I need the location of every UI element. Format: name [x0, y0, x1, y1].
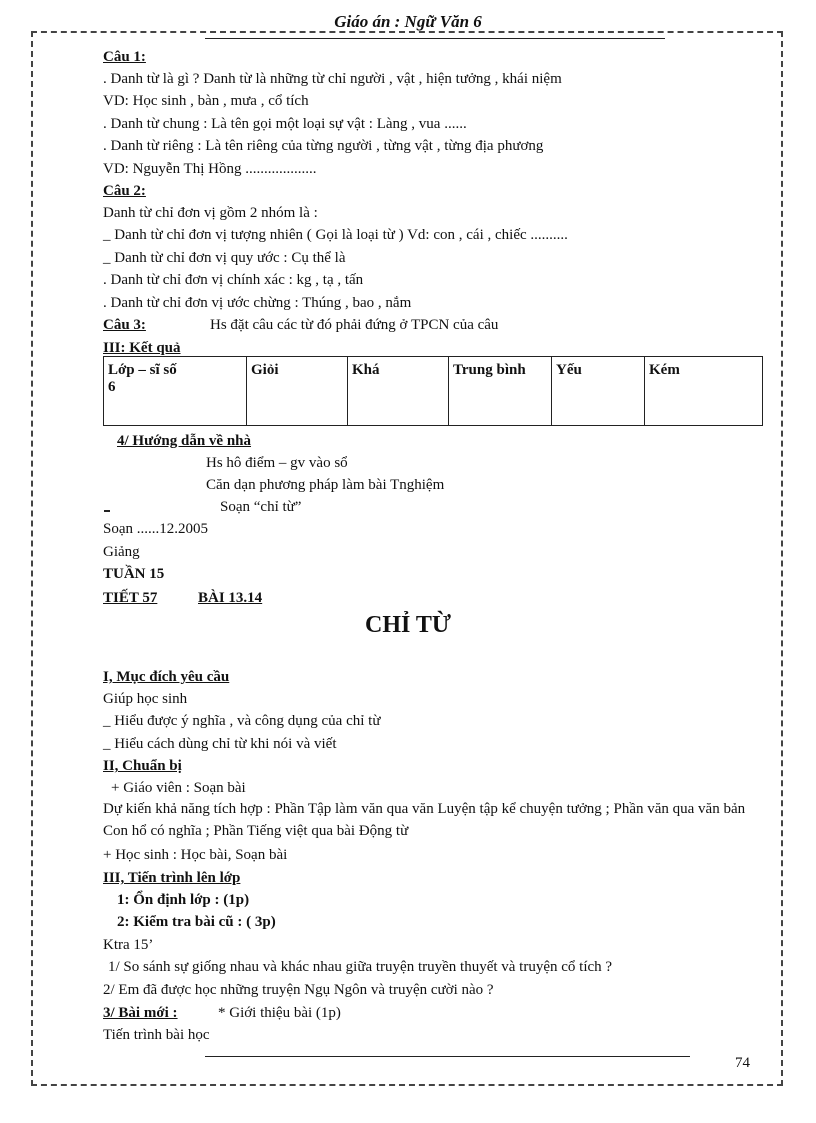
- cell-kem: Kém: [645, 357, 763, 426]
- lesson-process: Tiến trình bài học: [103, 1027, 210, 1043]
- homework-line-2: Căn dạn phương pháp làm bài Tnghiệm: [206, 477, 445, 493]
- part1-line-2: _ Hiểu được ý nghĩa , và công dụng của chỉ từ: [103, 713, 381, 729]
- lesson-number: BÀI 13.14: [198, 590, 263, 606]
- cell-class-size: [104, 357, 247, 426]
- cell-trung-binh: Trung bình: [449, 357, 552, 426]
- part2-student: + Học sinh : Học bài, Soạn bài: [103, 847, 288, 863]
- giang-label: Giảng: [103, 544, 140, 560]
- part1-line-3: _ Hiểu cách dùng chỉ từ khi nói và viết: [103, 736, 337, 752]
- q1-line-4: . Danh từ riêng : Là tên riêng của từng người , từng vật , từng địa phương: [103, 138, 544, 154]
- footer-rule: [205, 1056, 690, 1057]
- q2-line-4: . Danh từ chỉ đơn vị chính xác : kg , tạ , tấn: [103, 272, 364, 288]
- q1-line-2: VD: Học sinh , bàn , mưa , cổ tích: [103, 93, 309, 109]
- period-label: TIẾT 57: [103, 590, 158, 606]
- lesson-title: CHỈ TỪ: [364, 612, 451, 638]
- homework-heading: 4/ Hướng dẫn về nhà: [117, 433, 252, 449]
- cell-class-size-value: 6: [108, 379, 116, 395]
- question-2-heading: Câu 2:: [103, 183, 146, 199]
- question-3-heading: Câu 3:: [103, 317, 146, 333]
- ktra-label: Ktra 15’: [103, 937, 154, 953]
- step-3-text: * Giới thiệu bài (1p): [218, 1005, 341, 1021]
- cell-class-size-label: Lớp – sĩ số: [108, 362, 177, 378]
- week-label: TUẦN 15: [103, 566, 165, 582]
- results-table: [103, 356, 763, 426]
- quiz-question-1: 1/ So sánh sự giống nhau và khác nhau giữa truyện truyền thuyết và truyện cổ tích ?: [108, 959, 613, 975]
- part2-plan: Dự kiến khả năng tích hợp : Phần Tập làm văn qua văn Luyện tập kể chuyện tưởng ; Phần văn qua văn bản Con hổ có nghĩa ; Phần Tiếng việt qua bài Động từ: [103, 801, 746, 839]
- q2-line-2: _ Danh từ chỉ đơn vị tượng nhiên ( Gọi là loại từ ) Vd: con , cái , chiếc ..........: [103, 227, 568, 243]
- q1-line-3: . Danh từ chung : Là tên gọi một loại sự vật : Làng , vua ......: [103, 116, 467, 132]
- part1-heading: I, Mục đích yêu cầu: [103, 669, 230, 685]
- quiz-question-2: 2/ Em đã được học những truyện Ngụ Ngôn và truyện cười nào ?: [103, 982, 494, 998]
- q3-text: Hs đặt câu các từ đó phải đứng ở TPCN của câu: [210, 317, 499, 333]
- cell-kha: Khá: [348, 357, 449, 426]
- part3-heading: III, Tiến trình lên lớp: [103, 870, 241, 886]
- homework-line-1: Hs hô điểm – gv vào sổ: [206, 455, 348, 471]
- part2-heading: II, Chuẩn bị: [103, 758, 182, 774]
- page-header: Giáo án : Ngữ Văn 6: [334, 12, 482, 31]
- q2-line-1: Danh từ chỉ đơn vị gồm 2 nhóm là :: [103, 205, 318, 221]
- results-heading: III: Kết quả: [103, 340, 181, 356]
- q1-line-5: VD: Nguyễn Thị Hồng ...................: [103, 161, 317, 177]
- page-number: 74: [735, 1055, 750, 1071]
- q2-line-5: . Danh từ chỉ đơn vị ước chừng : Thúng , bao , nắm: [103, 295, 412, 311]
- soan-date: Soạn ......12.2005: [103, 521, 208, 537]
- part2-teacher: + Giáo viên : Soạn bài: [111, 780, 246, 796]
- homework-line-3: Soạn “chỉ từ”: [220, 499, 302, 515]
- results-row: [104, 357, 763, 426]
- cell-gioi: Giỏi: [247, 357, 348, 426]
- step-1: 1: Ổn định lớp : (1p): [117, 892, 250, 908]
- cell-yeu: Yếu: [552, 357, 645, 426]
- step-3-label: 3/ Bài mới :: [103, 1005, 178, 1021]
- part1-line-1: Giúp học sinh: [103, 691, 188, 707]
- q2-line-3: _ Danh từ chỉ đơn vị quy ước : Cụ thể là: [103, 250, 346, 266]
- q1-line-1: . Danh từ là gì ? Danh từ là những từ chỉ người , vật , hiện tưởng , khái niệm: [103, 71, 562, 87]
- dash-mark: [104, 510, 110, 512]
- step-2: 2: Kiểm tra bài cũ : ( 3p): [117, 914, 276, 930]
- question-1-heading: Câu 1:: [103, 49, 146, 65]
